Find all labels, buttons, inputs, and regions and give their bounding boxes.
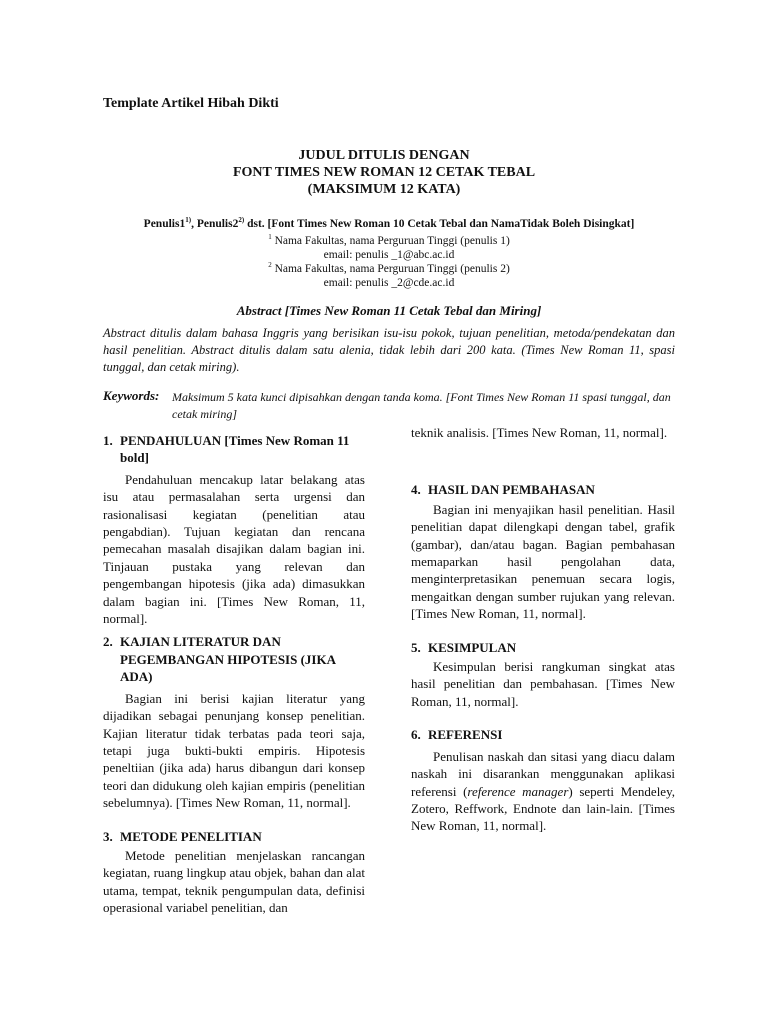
- abstract-body: Abstract ditulis dalam bahasa Inggris yang berisikan isu-isu pokok, tujuan penelitian, metoda/pendekatan dan hasil penelitian. Abstract ditulis dalam satu alenia, tidak lebih dari 200 kata. (Times New Roman 11, spasi tunggal, dan cetak miring).: [103, 326, 675, 374]
- section-2-body: Bagian ini berisi kajian literatur yang dijadikan sebagai penunjang konsep penelitian. Kajian literatur tidak terbatas pada teori saja, tetapi juga bukti-bukti empiris. Hipotesis peneltiian (jika ada) harus dibangun dari konsep teori dan didukung oleh kajian empiris (penelitian sebelumnya). [Times New Roman, 11, normal].: [103, 690, 365, 811]
- keywords-text: Maksimum 5 kata kunci dipisahkan dengan tanda koma. [Font Times New Roman 11 spasi tunggal, dan cetak miring]: [172, 390, 671, 421]
- section-4-number: 4.: [411, 482, 421, 498]
- section-6-body: [411, 748, 675, 835]
- affiliation-2: [0, 258, 768, 290]
- section-6-body-end: ) seperti Mendeley, Zotero, Reffwork, Endnote dan lain-lain. [Times New Roman, 11, normal].: [411, 783, 675, 834]
- section-3-continuation: teknik analisis. [Times New Roman, 11, normal].: [411, 425, 668, 440]
- section-6-title: REFERENSI: [428, 727, 503, 743]
- section-6: [411, 726, 675, 834]
- section-2-heading: [103, 633, 365, 685]
- article-title: [0, 147, 768, 198]
- author-1: Penulis1: [143, 217, 186, 230]
- section-4-title: HASIL DAN PEMBAHASAN: [428, 482, 595, 498]
- section-1: [103, 432, 365, 627]
- section-4-heading: [411, 481, 675, 498]
- section-4: [411, 481, 675, 622]
- author-2: Penulis2: [196, 217, 239, 230]
- section-3-title: METODE PENELITIAN: [120, 828, 262, 844]
- section-5-body: Kesimpulan berisi rangkuman singkat atas hasil penelitian dan pembahasan. [Times New Roman, 11, normal].: [411, 659, 675, 709]
- right-column: [411, 424, 675, 835]
- affiliation-2-text: Nama Fakultas, nama Perguruan Tinggi (penulis 2): [271, 262, 510, 275]
- affiliation-1-email: email: penulis _1@abc.ac.id: [323, 248, 455, 261]
- affiliation-1-marker: 1: [268, 233, 272, 241]
- affiliation-1-text: Nama Fakultas, nama Perguruan Tinggi (penulis 1): [271, 234, 510, 247]
- title-line-3: (MAKSIMUM 12 KATA): [307, 182, 461, 197]
- author-note: dst. [Font Times New Roman 10 Cetak Tebal dan NamaTidak Boleh Disingkat]: [244, 217, 635, 230]
- section-2-title: KAJIAN LITERATUR DAN PEGEMBANGAN HIPOTESIS (JIKA ADA): [120, 634, 336, 685]
- section-4-body: Bagian ini menyajikan hasil penelitian. Hasil penelitian dapat dilengkapi dengan tabel, grafik (gambar), dan/atau bagan. Bagian pembahasan memaparkan hasil pengolahan data, menginterpretasikan penemuan secara logis, mengaitkan dengan sumber rujukan yang relevan. [Times New Roman, 11, normal].: [411, 501, 675, 622]
- section-6-body-italic: reference manager: [467, 783, 569, 799]
- section-5-heading: [411, 639, 675, 656]
- affiliation-2-name: [0, 258, 768, 276]
- section-6-body-start: Penulisan naskah dan sitasi yang diacu dalam naskah ini disarankan menggunakan aplikasi referensi (: [411, 748, 675, 799]
- author-separator: ,: [191, 217, 197, 230]
- section-3-body: Metode penelitian menjelaskan rancangan kegiatan, ruang lingkup atau objek, bahan dan alat utama, tempat, teknik pengumpulan data, definisi operasional variabel penelitian, dan: [103, 847, 365, 916]
- author-2-marker: 2): [238, 216, 245, 224]
- section-1-number: 1.: [103, 433, 113, 448]
- section-6-number: 6.: [411, 727, 421, 743]
- section-3-number: 3.: [103, 828, 113, 844]
- section-1-title: PENDAHULUAN [Times New Roman 11 bold]: [120, 433, 350, 466]
- authors-line: [0, 216, 768, 230]
- abstract-heading: Abstract [Times New Roman 11 Cetak Tebal dan Miring]: [236, 303, 542, 318]
- section-5-title: KESIMPULAN: [428, 639, 517, 655]
- section-3-heading: [103, 828, 365, 845]
- title-line-2: FONT TIMES NEW ROMAN 12 CETAK TEBAL: [232, 165, 536, 180]
- affiliation-2-marker: 2: [268, 261, 272, 269]
- template-label: Template Artikel Hibah Dikti: [103, 96, 279, 111]
- section-1-body: Pendahuluan mencakup latar belakang atas isu atau permasalahan serta urgensi dan rasionalisasi kegiatan (penelitian atau pengabdian). Tujuan kegiatan dan rencana pemecahan masalah disajikan dalam bagian ini. Tinjauan pustaka yang relevan dan pengembangan hipotesis (jika ada) dimasukkan dalam bagian ini. [Times New Roman, 11, normal].: [103, 471, 365, 627]
- section-1-heading: [103, 432, 365, 467]
- affiliation-1-name: [0, 230, 768, 248]
- title-line-1: JUDUL DITULIS DENGAN: [298, 148, 470, 163]
- left-column: [103, 432, 365, 917]
- section-6-heading: [411, 726, 675, 743]
- section-5-number: 5.: [411, 639, 421, 655]
- section-2-number: 2.: [103, 634, 113, 650]
- author-1-marker: 1): [185, 216, 192, 224]
- keywords-label: Keywords:: [103, 388, 160, 403]
- section-5: [411, 639, 675, 711]
- affiliation-2-email: email: penulis _2@cde.ac.id: [323, 276, 455, 289]
- section-2: [103, 633, 365, 811]
- section-3: [103, 828, 365, 917]
